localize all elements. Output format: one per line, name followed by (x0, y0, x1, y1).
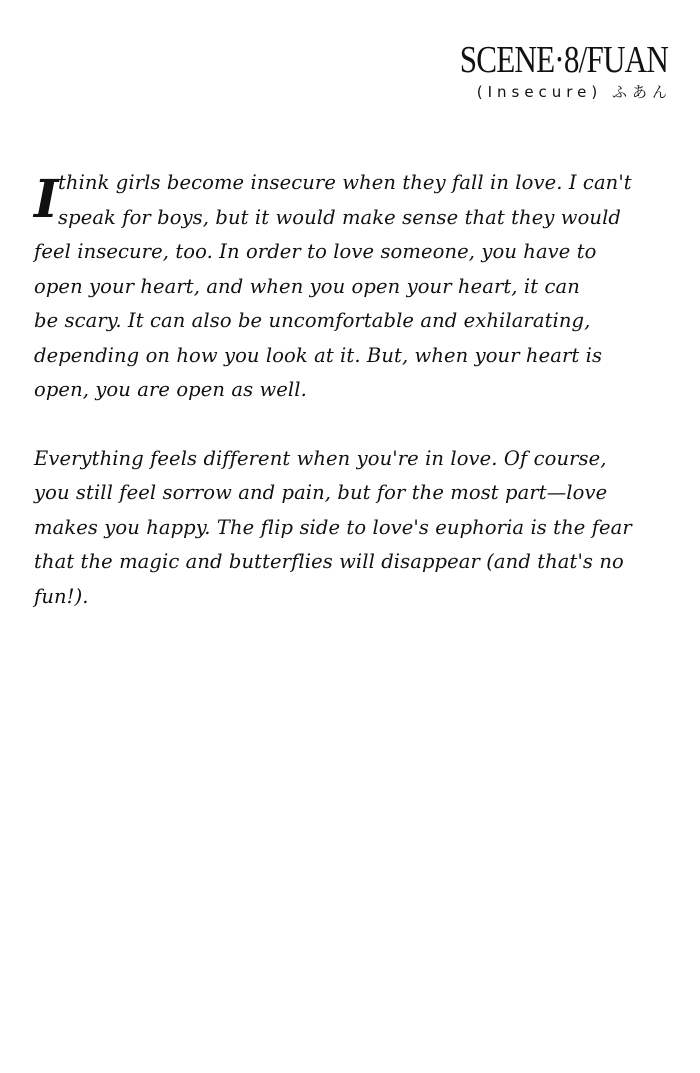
paragraph-line: speak for boys, but it would make sense that they would (58, 205, 621, 229)
paragraph-line: you still feel sorrow and pain, but for the most part—love (34, 481, 608, 504)
drop-cap: I (34, 169, 59, 230)
paragraph-line: Everything feels different when you're in love. Of course, (34, 446, 607, 470)
paragraph-line: open, you are open as well. (34, 378, 307, 401)
essay-body (34, 166, 664, 648)
paragraph-line: depending on how you look at it. But, when your heart is (34, 343, 603, 367)
paragraph-line: open your heart, and when you open your heart, it can (34, 274, 580, 298)
chapter-header (414, 39, 672, 102)
paragraph-line: makes you happy. The flip side to love's euphoria is the fear (34, 515, 632, 539)
paragraph-1 (34, 166, 664, 408)
paragraph-line: that the magic and butterflies will disappear (and that's no (34, 550, 624, 573)
paragraph-2 (34, 442, 664, 615)
paragraph-line: feel insecure, too. In order to love someone, you have to (34, 240, 597, 263)
scene-title: SCENE·8/FUAN (459, 39, 668, 81)
paragraph-line: fun!). (34, 584, 89, 608)
paragraph-line: be scary. It can also be uncomfortable and exhilarating, (34, 309, 591, 332)
scene-subtitle: (Insecure) ふあん (476, 83, 672, 101)
paragraph-line: think girls become insecure when they fall in love. I can't (58, 171, 632, 194)
